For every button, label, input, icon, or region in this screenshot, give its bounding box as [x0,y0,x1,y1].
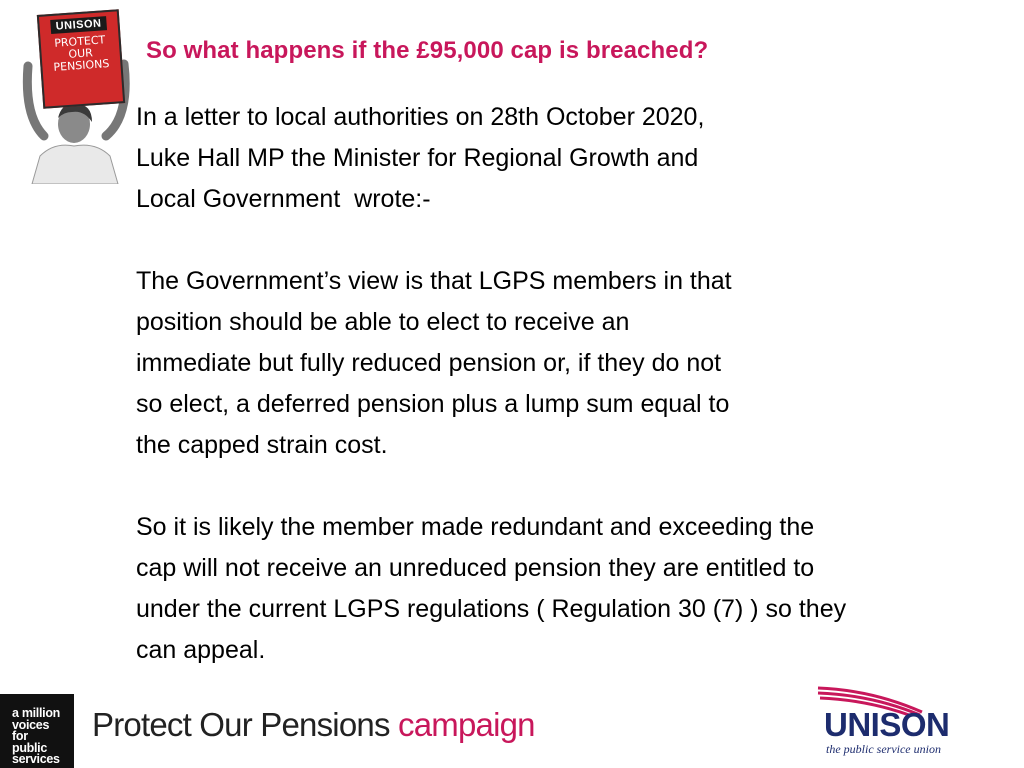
body-line: position should be able to elect to receive an [136,308,630,336]
body-line: so elect, a deferred pension plus a lump sum equal to [136,390,730,418]
paragraph-gap [136,466,966,507]
million-voices-badge [0,694,74,768]
campaign-banner [92,706,535,744]
unison-logo [812,682,970,762]
body-line: Local Government wrote:- [136,185,431,213]
badge-line: for [12,729,28,743]
body-line: immediate but fully reduced pension or, if they do not [136,349,722,377]
badge-line: a million [12,706,61,720]
unison-wordmark: UNISON [824,706,950,743]
slide-body [136,97,966,671]
protect-our-pensions-placard [37,9,125,108]
body-line: The Government’s view is that LGPS members in that [136,267,732,295]
body-line: cap will not receive an unreduced pension they are entitled to [136,554,815,582]
body-line: under the current LGPS regulations ( Regulation 30 (7) ) so they [136,595,847,623]
body-line: Luke Hall MP the Minister for Regional Growth and [136,144,699,172]
badge-line: voices [12,717,50,732]
badge-line: public [12,740,48,755]
campaign-word: campaign [398,706,535,743]
slide-heading: So what happens if the £95,000 cap is breached? [146,37,709,64]
paragraph-gap [136,220,966,261]
protest-illustration [14,6,134,184]
body-line: can appeal. [136,636,266,664]
body-line: So it is likely the member made redundant and exceeding the [136,513,815,541]
badge-line: services [12,752,60,766]
body-line: the capped strain cost. [136,431,388,459]
unison-tagline: the public service union [826,742,941,756]
placard-slogan: PROTECT OUR PENSIONS [53,33,110,74]
body-line: In a letter to local authorities on 28th October 2020, [136,103,705,131]
placard-brand: UNISON [50,16,107,34]
campaign-title: Protect Our Pensions [92,706,390,743]
